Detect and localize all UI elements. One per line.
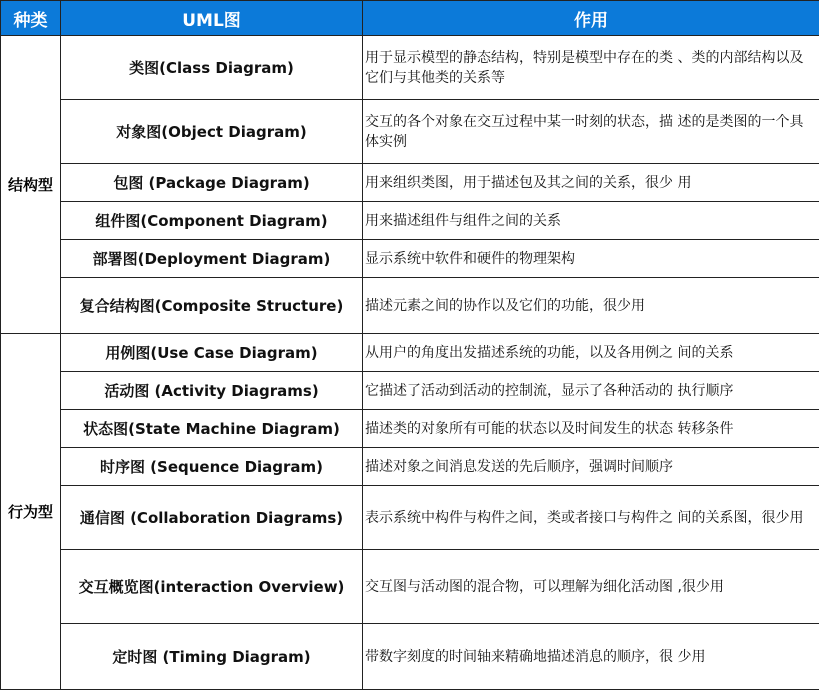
table-row xyxy=(1,202,819,240)
diagram-name: 对象图(Object Diagram) xyxy=(61,100,363,164)
diagram-desc: 交互图与活动图的混合物，可以理解为细化活动图 ,很少用 xyxy=(363,550,819,624)
table-row xyxy=(1,448,819,486)
diagram-desc: 交互的各个对象在交互过程中某一时刻的状态，描 述的是类图的一个具体实例 xyxy=(363,100,819,164)
diagram-name: 时序图 (Sequence Diagram) xyxy=(61,448,363,486)
diagram-desc: 带数字刻度的时间轴来精确地描述消息的顺序，很 少用 xyxy=(363,624,819,690)
category-structural: 结构型 xyxy=(1,36,61,334)
header-type: 种类 xyxy=(1,1,61,36)
diagram-desc: 描述对象之间消息发送的先后顺序，强调时间顺序 xyxy=(363,448,819,486)
table-row xyxy=(1,624,819,690)
diagram-name: 用例图(Use Case Diagram) xyxy=(61,334,363,372)
diagram-desc: 用来描述组件与组件之间的关系 xyxy=(363,202,819,240)
diagram-desc: 显示系统中软件和硬件的物理架构 xyxy=(363,240,819,278)
diagram-desc: 用于显示模型的静态结构，特别是模型中存在的类 、类的内部结构以及它们与其他类的关系等 xyxy=(363,36,819,100)
table-row xyxy=(1,550,819,624)
diagram-name: 定时图 (Timing Diagram) xyxy=(61,624,363,690)
diagram-name: 状态图(State Machine Diagram) xyxy=(61,410,363,448)
diagram-name: 类图(Class Diagram) xyxy=(61,36,363,100)
table-row xyxy=(1,486,819,550)
table-row xyxy=(1,410,819,448)
table-row xyxy=(1,334,819,372)
header-purpose: 作用 xyxy=(363,1,819,36)
diagram-desc: 它描述了活动到活动的控制流，显示了各种活动的 执行顺序 xyxy=(363,372,819,410)
diagram-desc: 描述类的对象所有可能的状态以及时间发生的状态 转移条件 xyxy=(363,410,819,448)
diagram-name: 复合结构图(Composite Structure) xyxy=(61,278,363,334)
table-row xyxy=(1,100,819,164)
diagram-desc: 从用户的角度出发描述系统的功能，以及各用例之 间的关系 xyxy=(363,334,819,372)
diagram-name: 活动图 (Activity Diagrams) xyxy=(61,372,363,410)
header-diagram: UML图 xyxy=(61,1,363,36)
diagram-desc: 表示系统中构件与构件之间，类或者接口与构件之 间的关系图，很少用 xyxy=(363,486,819,550)
diagram-name: 通信图 (Collaboration Diagrams) xyxy=(61,486,363,550)
category-behavioral: 行为型 xyxy=(1,334,61,690)
diagram-desc: 用来组织类图，用于描述包及其之间的关系，很少 用 xyxy=(363,164,819,202)
diagram-name: 交互概览图(interaction Overview) xyxy=(61,550,363,624)
table-row xyxy=(1,36,819,100)
diagram-name: 组件图(Component Diagram) xyxy=(61,202,363,240)
header-row xyxy=(1,1,819,36)
table-row xyxy=(1,240,819,278)
diagram-name: 部署图(Deployment Diagram) xyxy=(61,240,363,278)
diagram-desc: 描述元素之间的协作以及它们的功能，很少用 xyxy=(363,278,819,334)
table-row xyxy=(1,372,819,410)
diagram-name: 包图 (Package Diagram) xyxy=(61,164,363,202)
table-row xyxy=(1,164,819,202)
table-row xyxy=(1,278,819,334)
